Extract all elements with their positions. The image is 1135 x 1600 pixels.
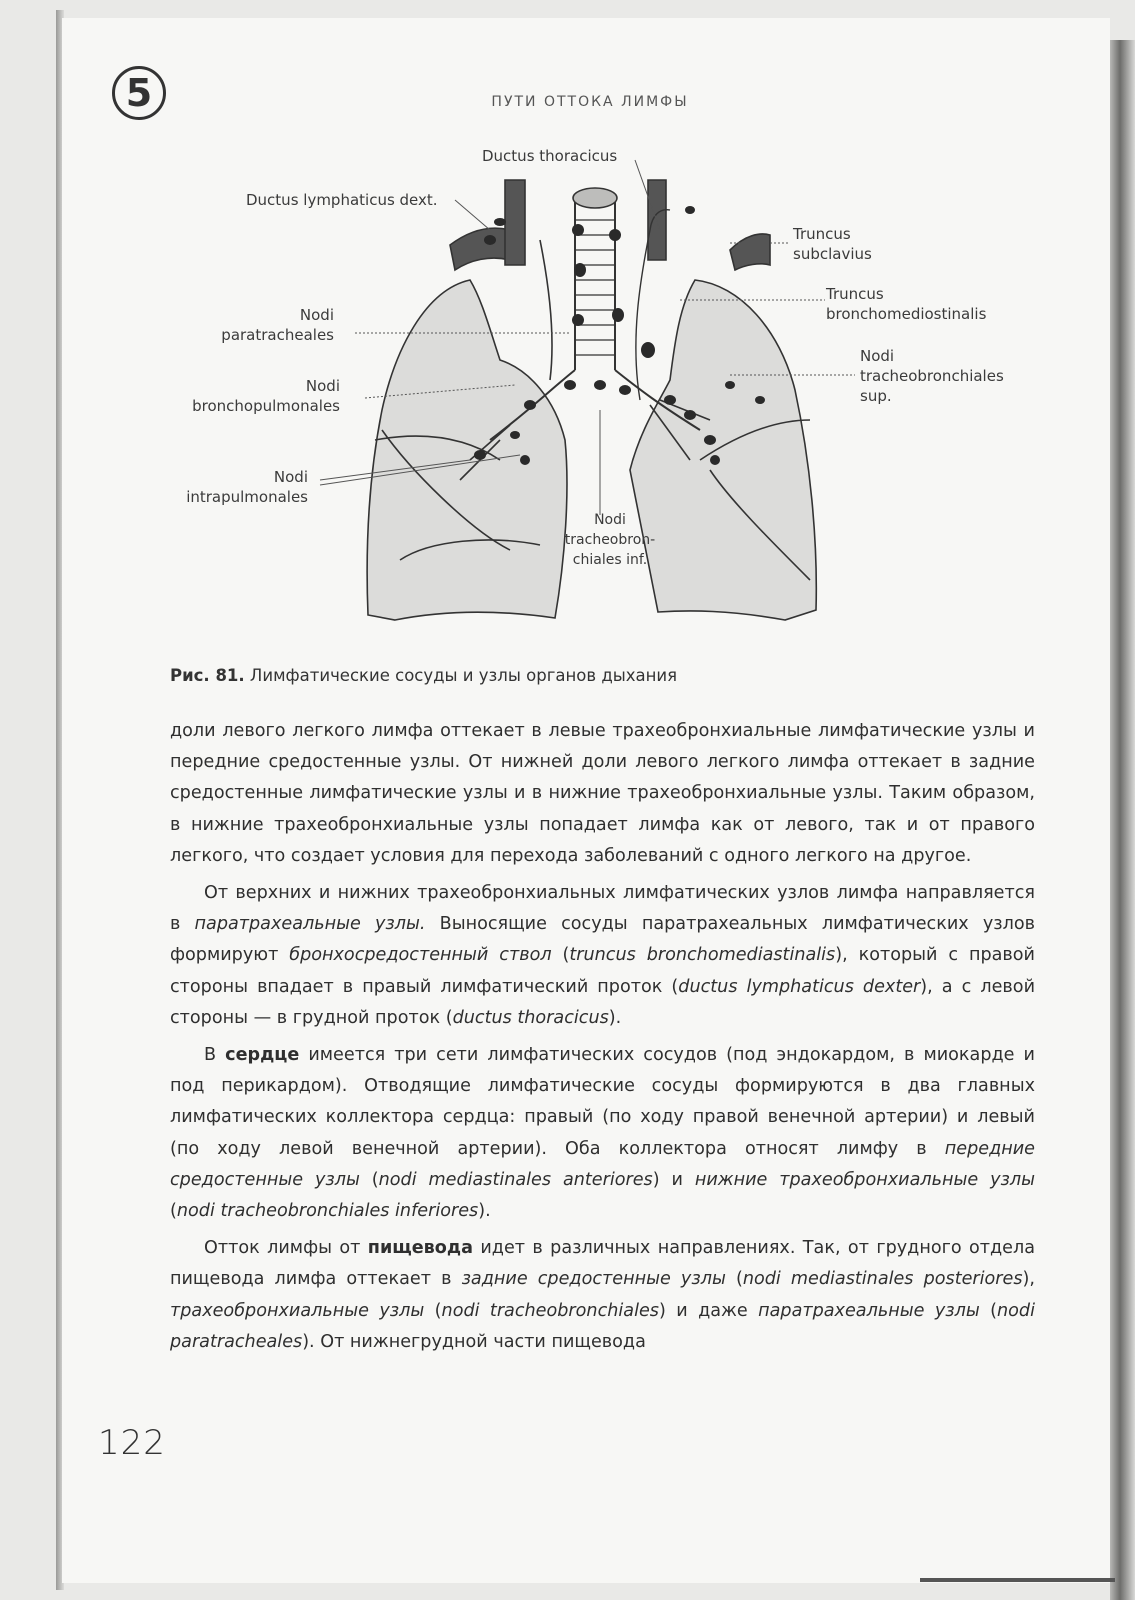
paragraph-2-text: От верхних и нижних трахеобронхиальных лимфатических узлов лимфа направляется в [170, 883, 1035, 935]
paragraph-4-text: ( [979, 1300, 998, 1321]
paragraph-3-text: имеется три сети лимфатических сосудов (под эндокардом, в миокарде и под перикардом). Отводящие лимфатические сосуды формируются в два главных лимфатических коллектора сердца: правый (по ходу правой венечной артерии) и левый (по ходу левой венечной артерии). Оба коллектора относят лимфу в [170, 1045, 1035, 1159]
paragraph-3-italic: nodi tracheobronchiales inferiores [176, 1201, 479, 1222]
figure-caption [170, 666, 677, 685]
label-nodi-paratracheales: Nodi paratracheales [221, 306, 334, 344]
paragraph-2-italic: паратрахеальные узлы. [194, 914, 426, 935]
running-head: ПУТИ ОТТОКА ЛИМФЫ [491, 94, 689, 110]
paragraph-3-text: ). [478, 1201, 491, 1222]
paragraph-1: доли левого легкого лимфа оттекает в левые трахеобронхиальные лимфатические узлы и передние средостенные узлы. От нижней доли левого легкого лимфа оттекает в задние средостенные лимфатические узлы и в нижние трахеобронхиальные узлы. Таким образом, в нижние трахеобронхиальные узлы попадает лимфа как от левого, так и от правого легкого, что создает условия для перехода заболеваний с одного легкого на другое. [170, 721, 1035, 866]
paragraph-2-text: ). [608, 1007, 622, 1028]
paragraph-3-italic: nodi mediastinales anteriores [378, 1169, 653, 1190]
page-number: 122 [98, 1423, 166, 1463]
paragraph-3 [170, 1040, 1035, 1227]
paragraph-2-italic: truncus bronchomediastinalis [569, 945, 836, 966]
label-nodi-bronchopulmonales: Nodi bronchopulmonales [192, 377, 340, 415]
figure-caption-text: Лимфатические сосуды и узлы органов дыхания [244, 666, 678, 685]
paragraph-3-bold: сердце [225, 1045, 300, 1066]
paragraph-4 [170, 1233, 1035, 1358]
paragraph-4-italic: паратрахеальные узлы [758, 1300, 980, 1321]
page-edge-bottom [920, 1578, 1115, 1582]
paragraph-3-text: ( [170, 1201, 177, 1222]
paragraph-4-italic: трахеобронхиальные узлы [170, 1300, 425, 1321]
paragraph-4-text: идет в различных направлениях. Так, от грудного отдела пищевода лимфа оттекает в [170, 1238, 1036, 1290]
paragraph-2-italic: ductus thoracicus [452, 1007, 609, 1028]
label-nodi-tracheobronchiales-inf: Nodi tracheobron- chiales inf. [564, 512, 656, 568]
paragraph-4-bold: пищевода [367, 1238, 473, 1259]
label-truncus-bronchomediastinalis: Truncus bronchomediostinalis [826, 285, 987, 323]
paragraph-2-text: ( [551, 945, 570, 966]
paragraph-4-text: Отток лимфы от [204, 1238, 368, 1259]
paragraph-3-text: ) и [652, 1169, 695, 1190]
paragraph-4-italic: nodi mediastinales posteriores [742, 1269, 1023, 1290]
paragraph-2 [170, 878, 1035, 1034]
paragraph-2-text: ), а с левой стороны — в грудной проток ( [170, 976, 1035, 1028]
label-ductus-lymphaticus-dext: Ductus lymphaticus dext. [246, 191, 438, 209]
label-truncus-subclavius: Truncus subclavius [793, 225, 872, 263]
label-nodi-intrapulmonales: Nodi intrapulmonales [186, 468, 308, 506]
paragraph-4-text: ) и даже [658, 1300, 759, 1321]
paragraph-4-italic: nodi tracheobronchiales [441, 1300, 659, 1321]
paragraph-2-text: ), который с правой стороны впадает в правый лимфатический проток ( [170, 945, 1035, 997]
paragraph-4-text: ), [1022, 1269, 1035, 1290]
paragraph-4-text: ). От нижнегрудной части пищевода [302, 1331, 646, 1352]
paragraph-4-italic: nodi paratracheales [170, 1300, 1035, 1352]
body-text [170, 716, 1035, 1358]
paragraph-2-text: Выносящие сосуды паратрахеальных лимфатических узлов формируют [170, 914, 1035, 966]
subclavian-vessels [450, 228, 510, 270]
label-ductus-thoracicus: Ductus thoracicus [482, 147, 618, 165]
page-edge [1110, 40, 1135, 1600]
paragraph-3-italic: нижние трахеобронхиальные узлы [694, 1169, 1035, 1190]
paragraph-4-text: ( [424, 1300, 442, 1321]
label-nodi-tracheobronchiales-sup: Nodi tracheobronchiales sup. [860, 347, 1004, 405]
figure-caption-number: Рис. 81. [170, 666, 245, 685]
paragraph-3-text: В [204, 1045, 226, 1066]
chapter-number-badge: 5 [112, 66, 166, 120]
paragraph-4-italic: задние средостенные узлы [461, 1269, 726, 1290]
paragraph-2-italic: бронхосредостенный ствол [289, 945, 552, 966]
paragraph-3-italic: передние средостенные узлы [170, 1138, 1035, 1190]
paragraph-4-text: ( [725, 1269, 743, 1290]
paragraph-3-text: ( [359, 1169, 379, 1190]
paragraph-2-italic: ductus lymphaticus dexter [678, 976, 921, 997]
